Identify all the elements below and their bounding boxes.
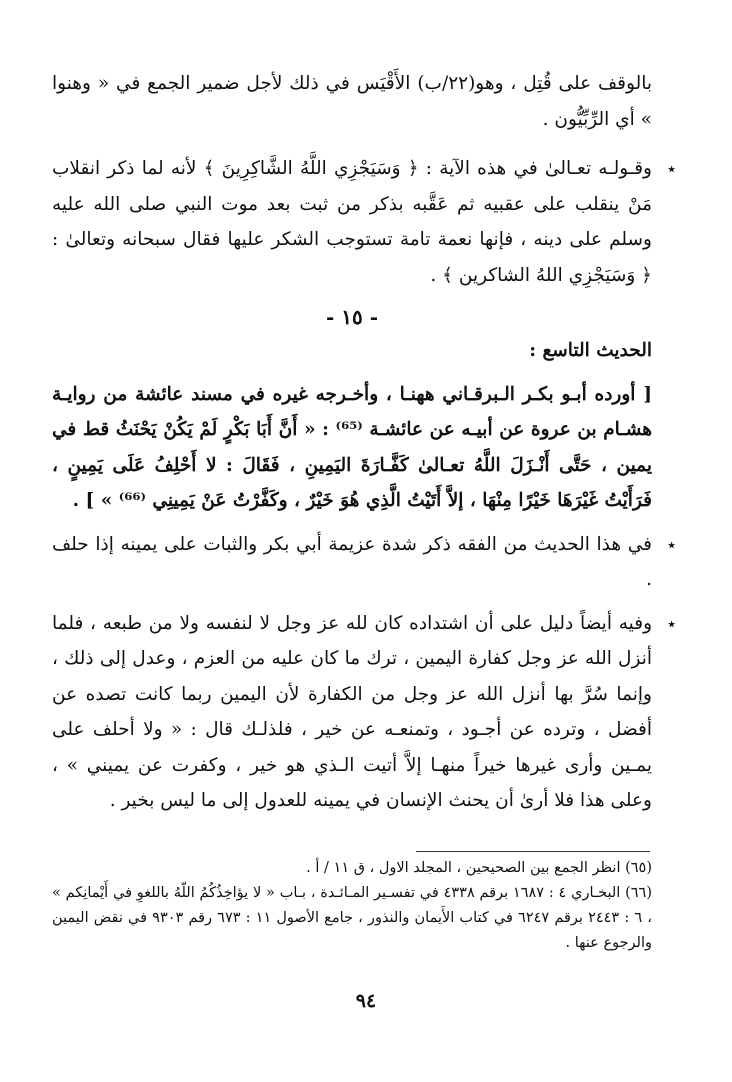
paragraph-continuation: بالوقف على قُتِل ، وهو(٢٢/ب) الأَقْيَس في ذلك لأجل ضمير الجمع في « وهنوا » أي الرِّبِّيُّون . (52, 73, 652, 130)
paragraph-text: في هذا الحديث من الفقه ذكر شدة عزيمة أبي بكر والثبات على يمينه إذا حلف . (52, 533, 652, 590)
footnote-66: (٦٦) البخـاري ٤ : ١٦٨٧ برقم ٤٣٣٨ في تفسـير المـائـدة ، بـاب « لا يؤاخِذُكُمُ اللّهُ باللغوِ في أَيْمانِكم » ، ٦ : ٢٤٤٣ برقم ٦٢٤٧ في كتاب الأَيمان والنذور ، جامع الأصول ١١ : ٦٧٣ رقم ٩٣٠٣ في نقض اليمين والرجوع عنها . (52, 885, 652, 951)
paragraph-evidence (52, 606, 676, 819)
paragraph-fiqh (52, 527, 676, 598)
section-heading: الحديث التاسع : (529, 340, 652, 361)
main-text (52, 66, 676, 819)
hadith-text: [ أورده أبـو بكـر الـبرقـاني ههنـا ، وأخـرجه غيره في مسند عائشة من روايـة هشـام بن عروة عن أبيـه عن عائشـة ⁽⁶⁵⁾ : « أَنَّ أَبَا بَكْرٍ لَمْ يَكُنْ يَحْنَثُ قط في يمين ، حَتَّى أَنْـزَلَ اللَّهُ تعـالىٰ كَفَّـارَةَ اليَمِينِ ، فَقَالَ : لا أَحْلِفُ عَلَى يَمِينٍ ، فَرَأَيْتُ غَيْرَهَا خَيْرًا مِنْهَا ، إلاَّ أَتَيْتُ الَّذِي هُوَ خَيْرٌ ، وكَفَّرْتُ عَنْ يَمِينِي ⁽⁶⁶⁾ » ] . (52, 383, 653, 511)
paragraph-text: وقـولـه تعـالىٰ في هذه الآية : ﴿ وَسَيَجْزِي اللَّهُ الشَّاكِرِينَ ﴾ لأنه لما ذكر انقلاب مَنْ ينقلب على عقبيه ثم عَقَّبه بذكر من ثبت بعد موت النبي صلى الله عليه وسلم على دينه ، فإنها نعمة تامة تستوجب الشكر عليها فقال سبحانه وتعالىٰ : ﴿ وَسَيَجْزِي اللهُ الشاكرين ﴾ . (52, 158, 652, 286)
footnotes (52, 856, 652, 956)
footnote-65: (٦٥) انظر الجمع بين الصحيحين ، المجلد الاول ، ق ١١ / أ . (306, 860, 652, 876)
bullet-star-icon: ٭ (667, 159, 676, 178)
paragraph-text: وفيه أيضاً دليل على أن اشتداده كان لله عز وجل لا لنفسه ولا من طبعه ، فلما أنزل الله عز وجل كفارة اليمين ، ترك ما كان عليه من العزم ، وعدل إلى ذلك ، وإنما سُرَّ بها أنزل الله عز وجل من الكفارة لأن اليمين ربما كانت تصده عن أفضل ، وترده عن أجـود ، وتمنعـه عن خير ، فلذلـك قال : « ولا أحلف على يمـين وأرى غيرها خيراً منهـا إلاَّ أتيت الـذي هو خير ، وكفرت عن يميني » ، وعلى هذا فلا أرىٰ أن يحنث الإنسان في يمينه للعدول إلى ما ليس بخير . (52, 612, 652, 811)
section-number: - ١٥ - (325, 305, 378, 329)
footnote-divider (416, 851, 650, 852)
bullet-star-icon: ٭ (667, 613, 676, 633)
bullet-star-icon: ٭ (667, 534, 676, 554)
paragraph-commentary-verse (52, 151, 676, 293)
page-number: ٩٤ (355, 990, 377, 1012)
